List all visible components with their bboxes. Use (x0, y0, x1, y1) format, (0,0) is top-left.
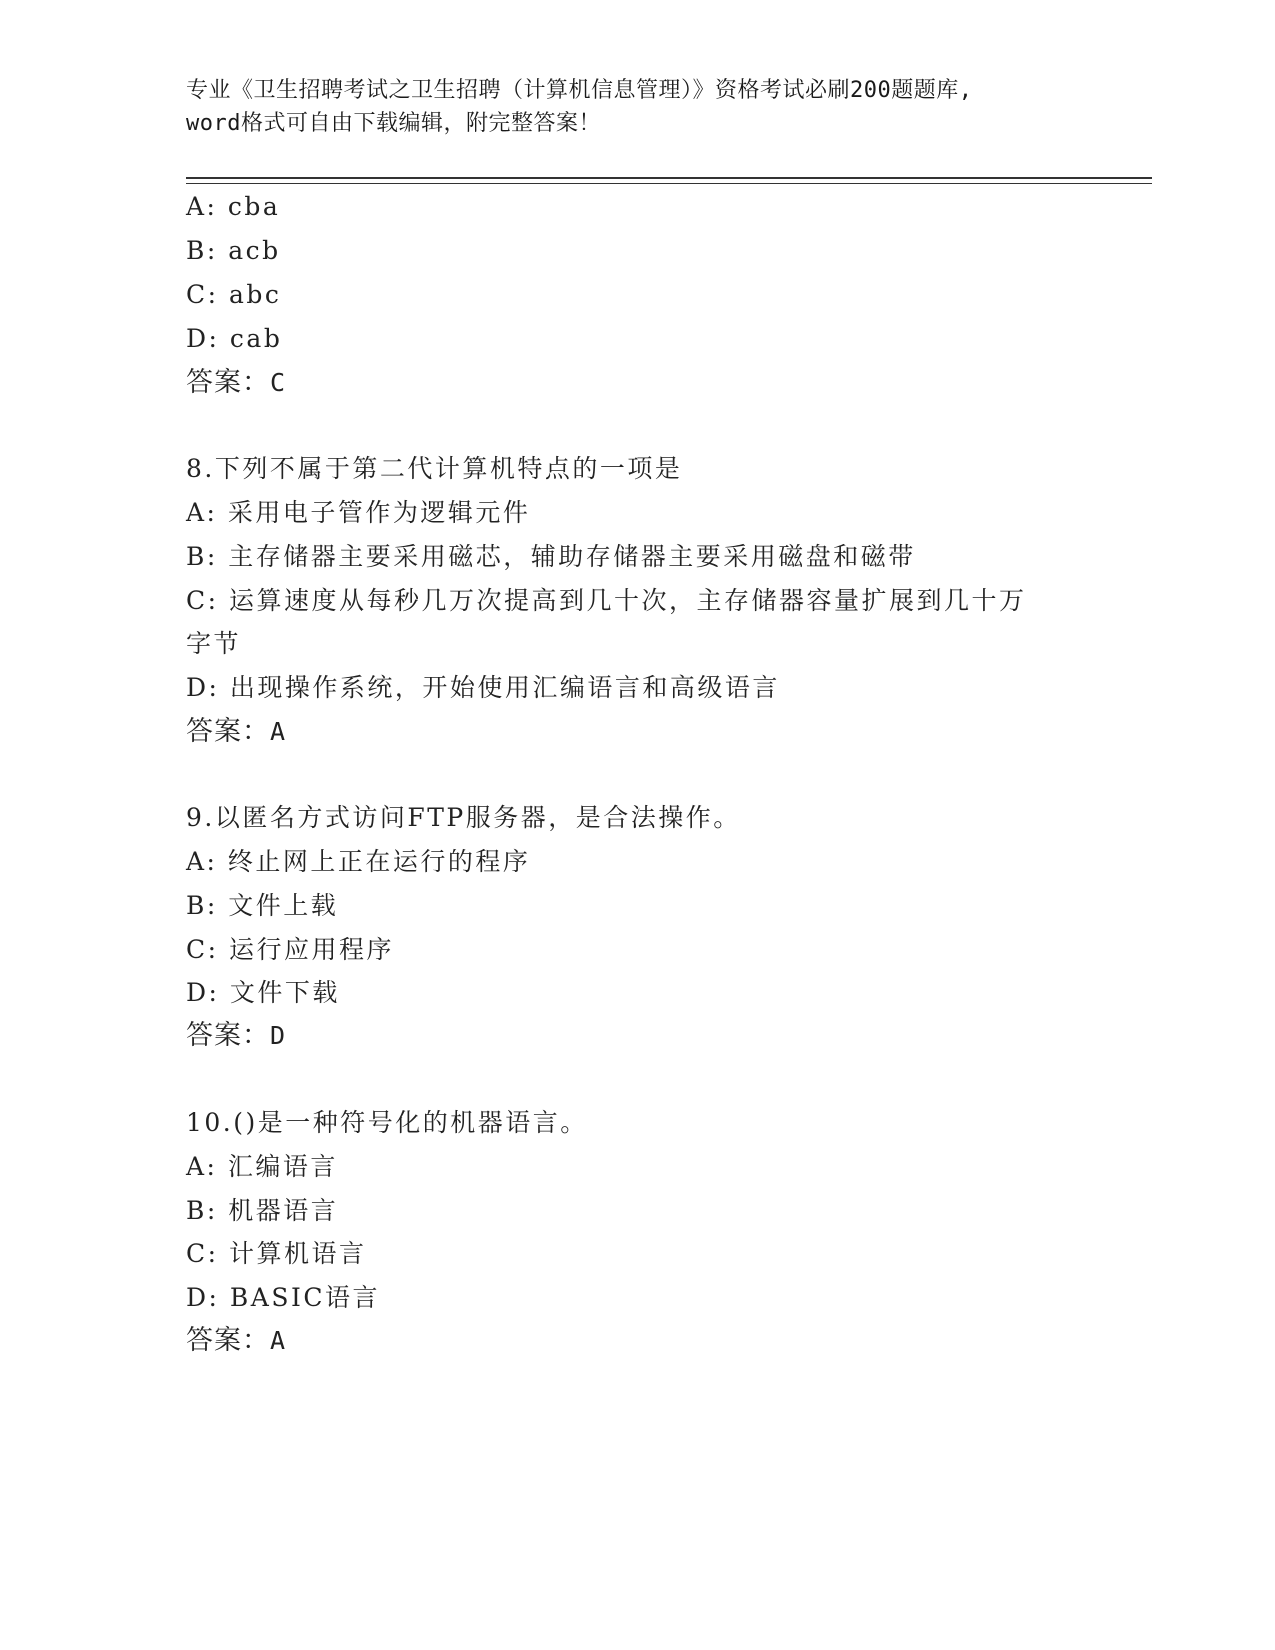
option-c-line-2: 字节 (186, 629, 242, 658)
option-c: C: 运行应用程序 (186, 935, 394, 964)
answer-value: A (270, 717, 287, 746)
header-divider-thin (186, 183, 1152, 184)
answer-value: A (270, 1326, 287, 1355)
option-b: B: acb (186, 236, 281, 265)
option-d: D: cab (186, 324, 283, 353)
option-a: A: 汇编语言 (186, 1152, 338, 1181)
header-title-line-1: 专业《卫生招聘考试之卫生招聘（计算机信息管理）》资格考试必刷200题题库, (186, 78, 973, 103)
header-divider-thick (186, 177, 1152, 179)
option-a: A: cba (186, 192, 281, 221)
answer-value: D (270, 1021, 287, 1050)
answer-label: 答案： (186, 716, 270, 747)
answer-line (186, 1324, 286, 1358)
option-c: C: abc (186, 280, 282, 309)
answer-line (186, 1019, 286, 1053)
question-text: 10.()是一种符号化的机器语言。 (186, 1108, 588, 1137)
option-b: B: 主存储器主要采用磁芯，辅助存储器主要采用磁盘和磁带 (186, 542, 916, 571)
option-d: D: BASIC语言 (186, 1283, 380, 1312)
option-a: A: 终止网上正在运行的程序 (186, 847, 531, 876)
option-a: A: 采用电子管作为逻辑元件 (186, 498, 531, 527)
option-d: D: 文件下载 (186, 978, 340, 1007)
answer-line (186, 715, 286, 749)
option-c: C: 计算机语言 (186, 1239, 367, 1268)
document-header (186, 74, 1086, 140)
option-b: B: 机器语言 (186, 1196, 339, 1225)
answer-label: 答案： (186, 367, 270, 398)
option-b: B: 文件上载 (186, 891, 339, 920)
option-d: D: 出现操作系统，开始使用汇编语言和高级语言 (186, 673, 780, 702)
answer-label: 答案： (186, 1020, 270, 1051)
answer-label: 答案： (186, 1325, 270, 1356)
answer-line (186, 366, 286, 400)
question-text: 9.以匿名方式访问FTP服务器，是合法操作。 (186, 803, 741, 832)
question-text: 8.下列不属于第二代计算机特点的一项是 (186, 454, 683, 483)
answer-value: C (270, 368, 287, 397)
header-title-line-2: word格式可自由下载编辑，附完整答案！ (186, 111, 601, 136)
option-c-line-1: C: 运算速度从每秒几万次提高到几十次，主存储器容量扩展到几十万 (186, 586, 1027, 615)
